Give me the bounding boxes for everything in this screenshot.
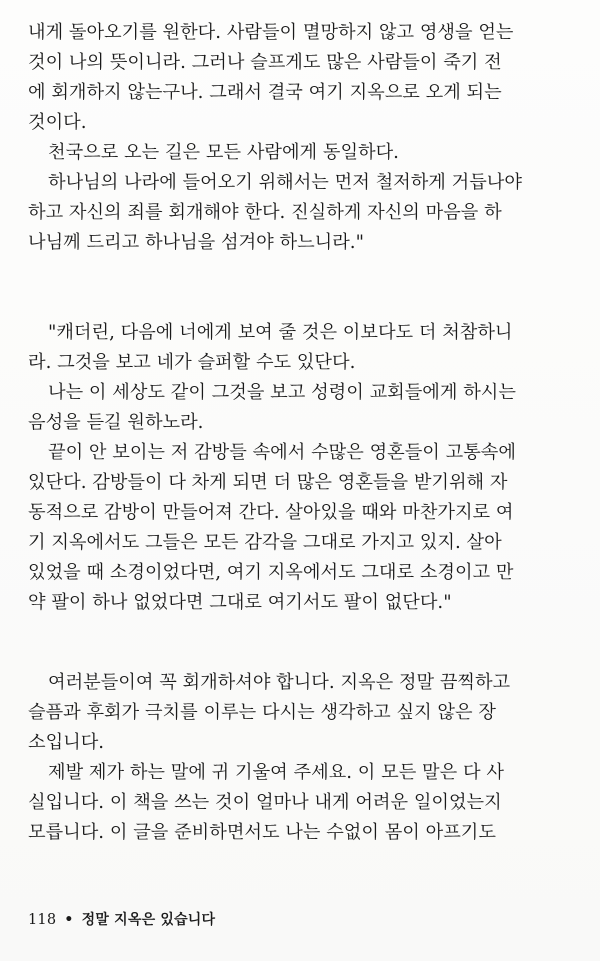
- text-line: 내게 돌아오기를 원한다. 사람들이 멸망하지 않고 영생을 얻는: [28, 22, 514, 43]
- page-number: 118: [28, 912, 57, 928]
- text-line: 에 회개하지 않는구나. 그래서 결국 여기 지옥으로 오게 되는: [28, 82, 502, 103]
- text-line: 기 지옥에서도 그들은 모든 감각을 그대로 가지고 있지. 살아: [28, 532, 502, 553]
- text-line: 나는 이 세상도 같이 그것을 보고 성령이 교회들에게 하시는: [48, 382, 516, 403]
- text-line: 모릅니다. 이 글을 준비하면서도 나는 수없이 몸이 아프기도: [28, 822, 496, 843]
- text-line: 여러분들이여 꼭 회개하셔야 합니다. 지옥은 정말 끔찍하고: [48, 672, 511, 693]
- text-line: 실입니다. 이 책을 쓰는 것이 얼마나 내게 어려운 일이었는지: [28, 792, 502, 813]
- running-book-title: 정말 지옥은 있습니다: [81, 912, 216, 928]
- text-line: 제발 제가 하는 말에 귀 기울여 주세요. 이 모든 말은 다 사: [48, 762, 504, 783]
- text-line: 슬픔과 후회가 극치를 이루는 다시는 생각하고 싶지 않은 장: [28, 702, 496, 723]
- text-line: 천국으로 오는 길은 모든 사람에게 동일하다.: [48, 142, 399, 163]
- text-line: 것이다.: [28, 112, 87, 133]
- text-line: 것이 나의 뜻이니라. 그러나 슬프게도 많은 사람들이 죽기 전: [28, 52, 502, 73]
- text-line: 끝이 안 보이는 저 감방들 속에서 수많은 영혼들이 고통속에: [48, 442, 516, 463]
- page-footer: [28, 910, 215, 930]
- text-line: 나님께 드리고 하나님을 섬겨야 하느니라.": [28, 232, 364, 253]
- text-block-1: [28, 18, 576, 258]
- text-line: 하고 자신의 죄를 회개해야 한다. 진실하게 자신의 마음을 하: [28, 202, 502, 223]
- text-line: 약 팔이 하나 없었다면 그대로 여기서도 팔이 없단다.": [28, 592, 452, 613]
- text-line: 있단다. 감방들이 다 차게 되면 더 많은 영혼들을 받기위해 자: [28, 472, 508, 493]
- text-line: 라. 그것을 보고 네가 슬퍼할 수도 있단다.: [28, 352, 356, 373]
- footer-bullet: •: [64, 912, 74, 928]
- text-line: 있었을 때 소경이었다면, 여기 지옥에서도 그대로 소경이고 만: [28, 562, 514, 583]
- text-block-3: [28, 668, 576, 848]
- text-line: 소입니다.: [28, 732, 105, 753]
- text-line: "캐더린, 다음에 너에게 보여 줄 것은 이보다도 더 처참하니: [48, 322, 513, 343]
- text-line: 동적으로 감방이 만들어져 간다. 살아있을 때와 마찬가지로 여: [28, 502, 514, 523]
- text-block-2: [28, 318, 576, 618]
- text-line: 하나님의 나라에 들어오기 위해서는 먼저 철저하게 거듭나야: [48, 172, 522, 193]
- text-line: 음성을 듣길 원하노라.: [28, 412, 204, 433]
